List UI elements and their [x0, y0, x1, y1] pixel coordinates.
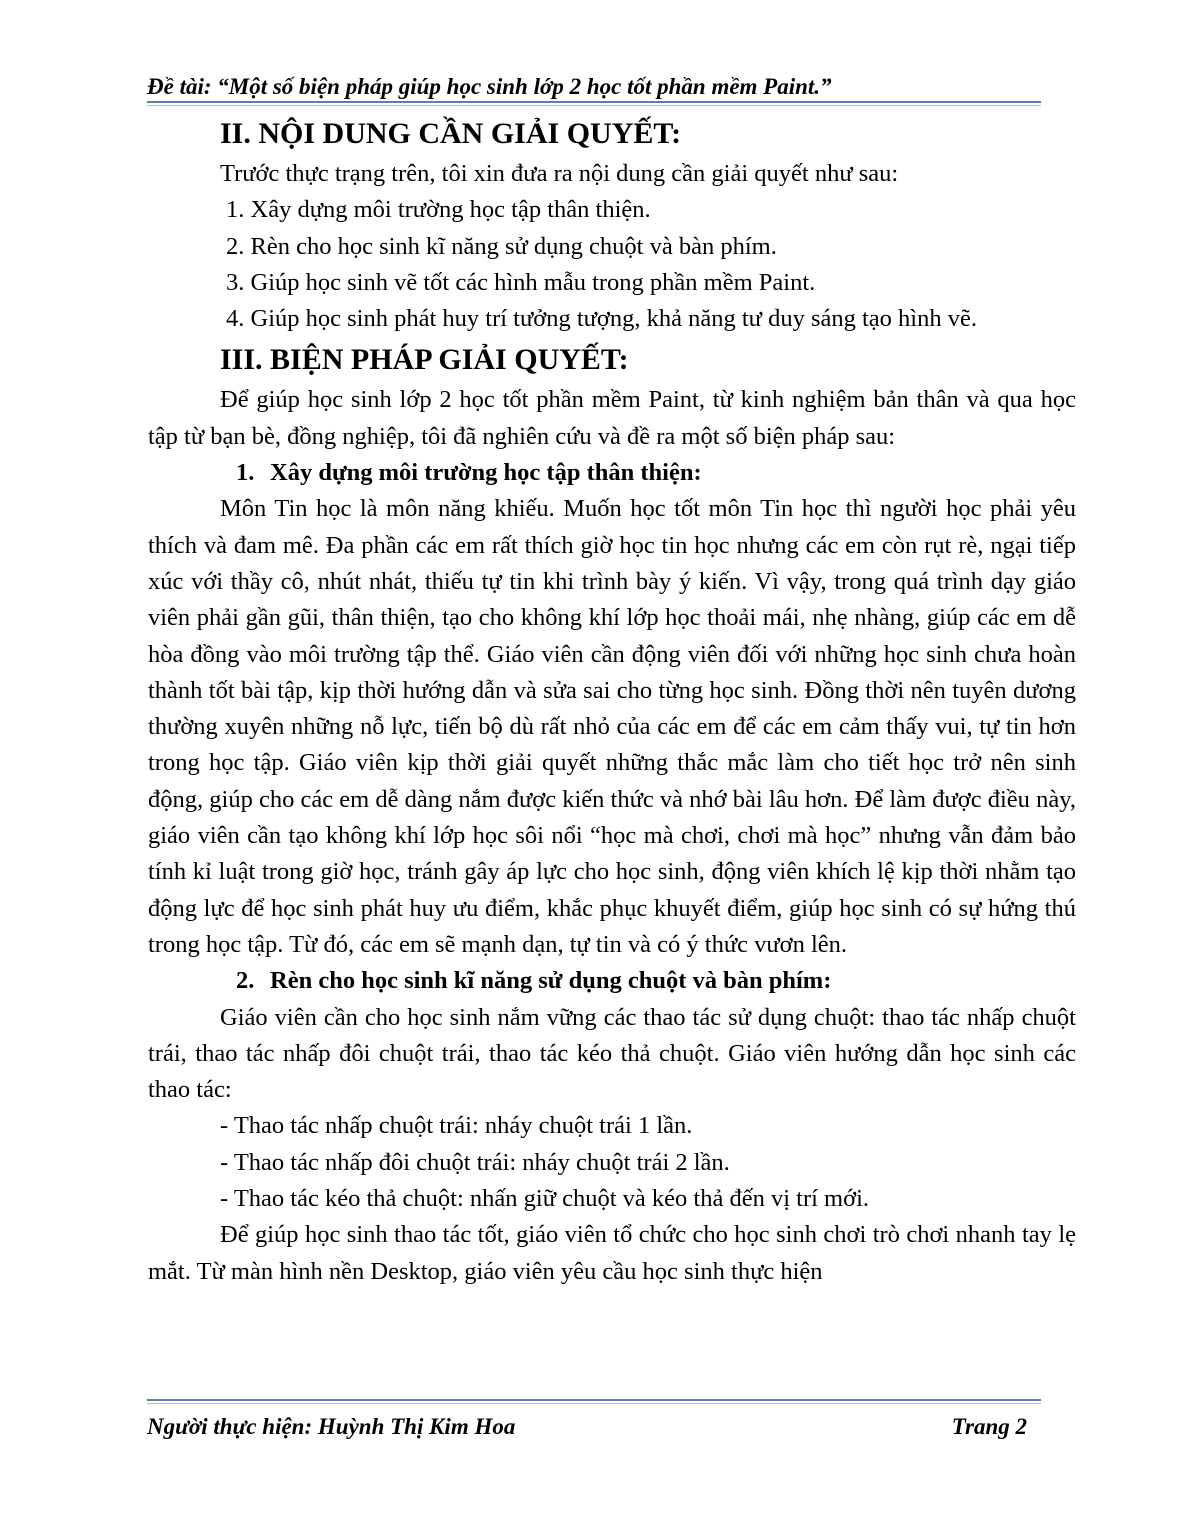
header-label: Đề tài:: [147, 74, 212, 99]
document-body: [148, 111, 1076, 1290]
bullet-item: - Thao tác nhấp chuột trái: nháy chuột trái 1 lần.: [220, 1112, 693, 1140]
section-3-heading: III. BIỆN PHÁP GIẢI QUYẾT:: [220, 343, 629, 377]
section-2-item-1: 1. Xây dựng môi trường học tập thân thiện.: [226, 196, 651, 224]
bullet-item: - Thao tác nhấp đôi chuột trái: nháy chuột trái 2 lần.: [220, 1148, 730, 1176]
section-2-intro: Trước thực trạng trên, tôi xin đưa ra nội dung cần giải quyết như sau:: [220, 160, 899, 187]
subsection-1-number: 1.: [236, 459, 255, 487]
subsection-2-closing: Để giúp học sinh thao tác tốt, giáo viên tổ chức cho học sinh chơi trò chơi nhanh tay lẹ mắt. Từ màn hình nền Desktop, giáo viên yêu cầu học sinh thực hiện: [148, 1221, 1076, 1285]
subsection-2-number: 2.: [236, 967, 255, 995]
section-2-item-3: 3. Giúp học sinh vẽ tốt các hình mẫu trong phần mềm Paint.: [226, 268, 816, 296]
section-3-intro: Để giúp học sinh lớp 2 học tốt phần mềm Paint, từ kinh nghiệm bản thân và qua học tập từ bạn bè, đồng nghiệp, tôi đã nghiên cứu và đề ra một số biện pháp sau:: [148, 386, 1076, 450]
subsection-2-heading: [148, 963, 1076, 999]
bullet-item: - Thao tác kéo thả chuột: nhấn giữ chuột và kéo thả đến vị trí mới.: [220, 1185, 869, 1213]
footer-author: Người thực hiện: Huỳnh Thị Kim Hoa: [147, 1414, 516, 1439]
header-rule: [147, 101, 1041, 106]
page-number: Trang 2: [951, 1414, 1027, 1439]
subsection-1-title: Xây dựng môi trường học tập thân thiện:: [270, 459, 702, 487]
section-2-item-2: 2. Rèn cho học sinh kĩ năng sử dụng chuột và bàn phím.: [226, 232, 777, 260]
footer-rule: [147, 1399, 1041, 1404]
subsection-1-body: Môn Tin học là môn năng khiếu. Muốn học tốt môn Tin học thì người học phải yêu thích và đam mê. Đa phần các em rất thích giờ học tin học nhưng các em còn rụt rè, ngại tiếp xúc với thầy cô, nhút nhát, thiếu tự tin khi trình bày ý kiến. Vì vậy, trong quá trình dạy giáo viên phải gần gũi, thân thiện, tạo cho không khí lớp học thoải mái, nhẹ nhàng, giúp các em dễ hòa đồng vào môi trường tập thể. Giáo viên cần động viên đối với những học sinh chưa hoàn thành tốt bài tập, kịp thời hướng dẫn và sửa sai cho từng học sinh. Đồng thời nên tuyên dương thường xuyên những nỗ lực, tiến bộ dù rất nhỏ của các em để các em cảm thấy vui, tự tin hơn trong học tập. Giáo viên kịp thời giải quyết những thắc mắc làm cho tiết học trở nên sinh động, giúp cho các em dễ dàng nắm được kiến thức và nhớ bài lâu hơn. Để làm được điều này, giáo viên cần tạo không khí lớp học sôi nổi “học mà chơi, chơi mà học” nhưng vẫn đảm bảo tính kỉ luật trong giờ học, tránh gây áp lực cho học sinh, động viên khích lệ kịp thời nhằm tạo động lực để học sinh phát huy ưu điểm, khắc phục khuyết điểm, giúp học sinh có sự hứng thú trong học tập. Từ đó, các em sẽ mạnh dạn, tự tin và có ý thức vươn lên.: [148, 495, 1076, 958]
subsection-1-heading: [148, 455, 1076, 491]
section-2-heading: II. NỘI DUNG CẦN GIẢI QUYẾT:: [220, 117, 682, 150]
subsection-2-body: Giáo viên cần cho học sinh nắm vững các thao tác sử dụng chuột: thao tác nhấp chuột trái, thao tác nhấp đôi chuột trái, thao tác kéo thả chuột. Giáo viên hướng dẫn học sinh các thao tác:: [148, 1003, 1076, 1104]
subsection-2-title: Rèn cho học sinh kĩ năng sử dụng chuột và bàn phím:: [270, 967, 832, 995]
page-header: [147, 72, 1041, 102]
section-2-item-4: 4. Giúp học sinh phát huy trí tưởng tượng, khả năng tư duy sáng tạo hình vẽ.: [226, 305, 977, 333]
header-title: “Một số biện pháp giúp học sinh lớp 2 học tốt phần mềm Paint.”: [211, 74, 832, 99]
page-footer: [147, 1412, 1027, 1442]
